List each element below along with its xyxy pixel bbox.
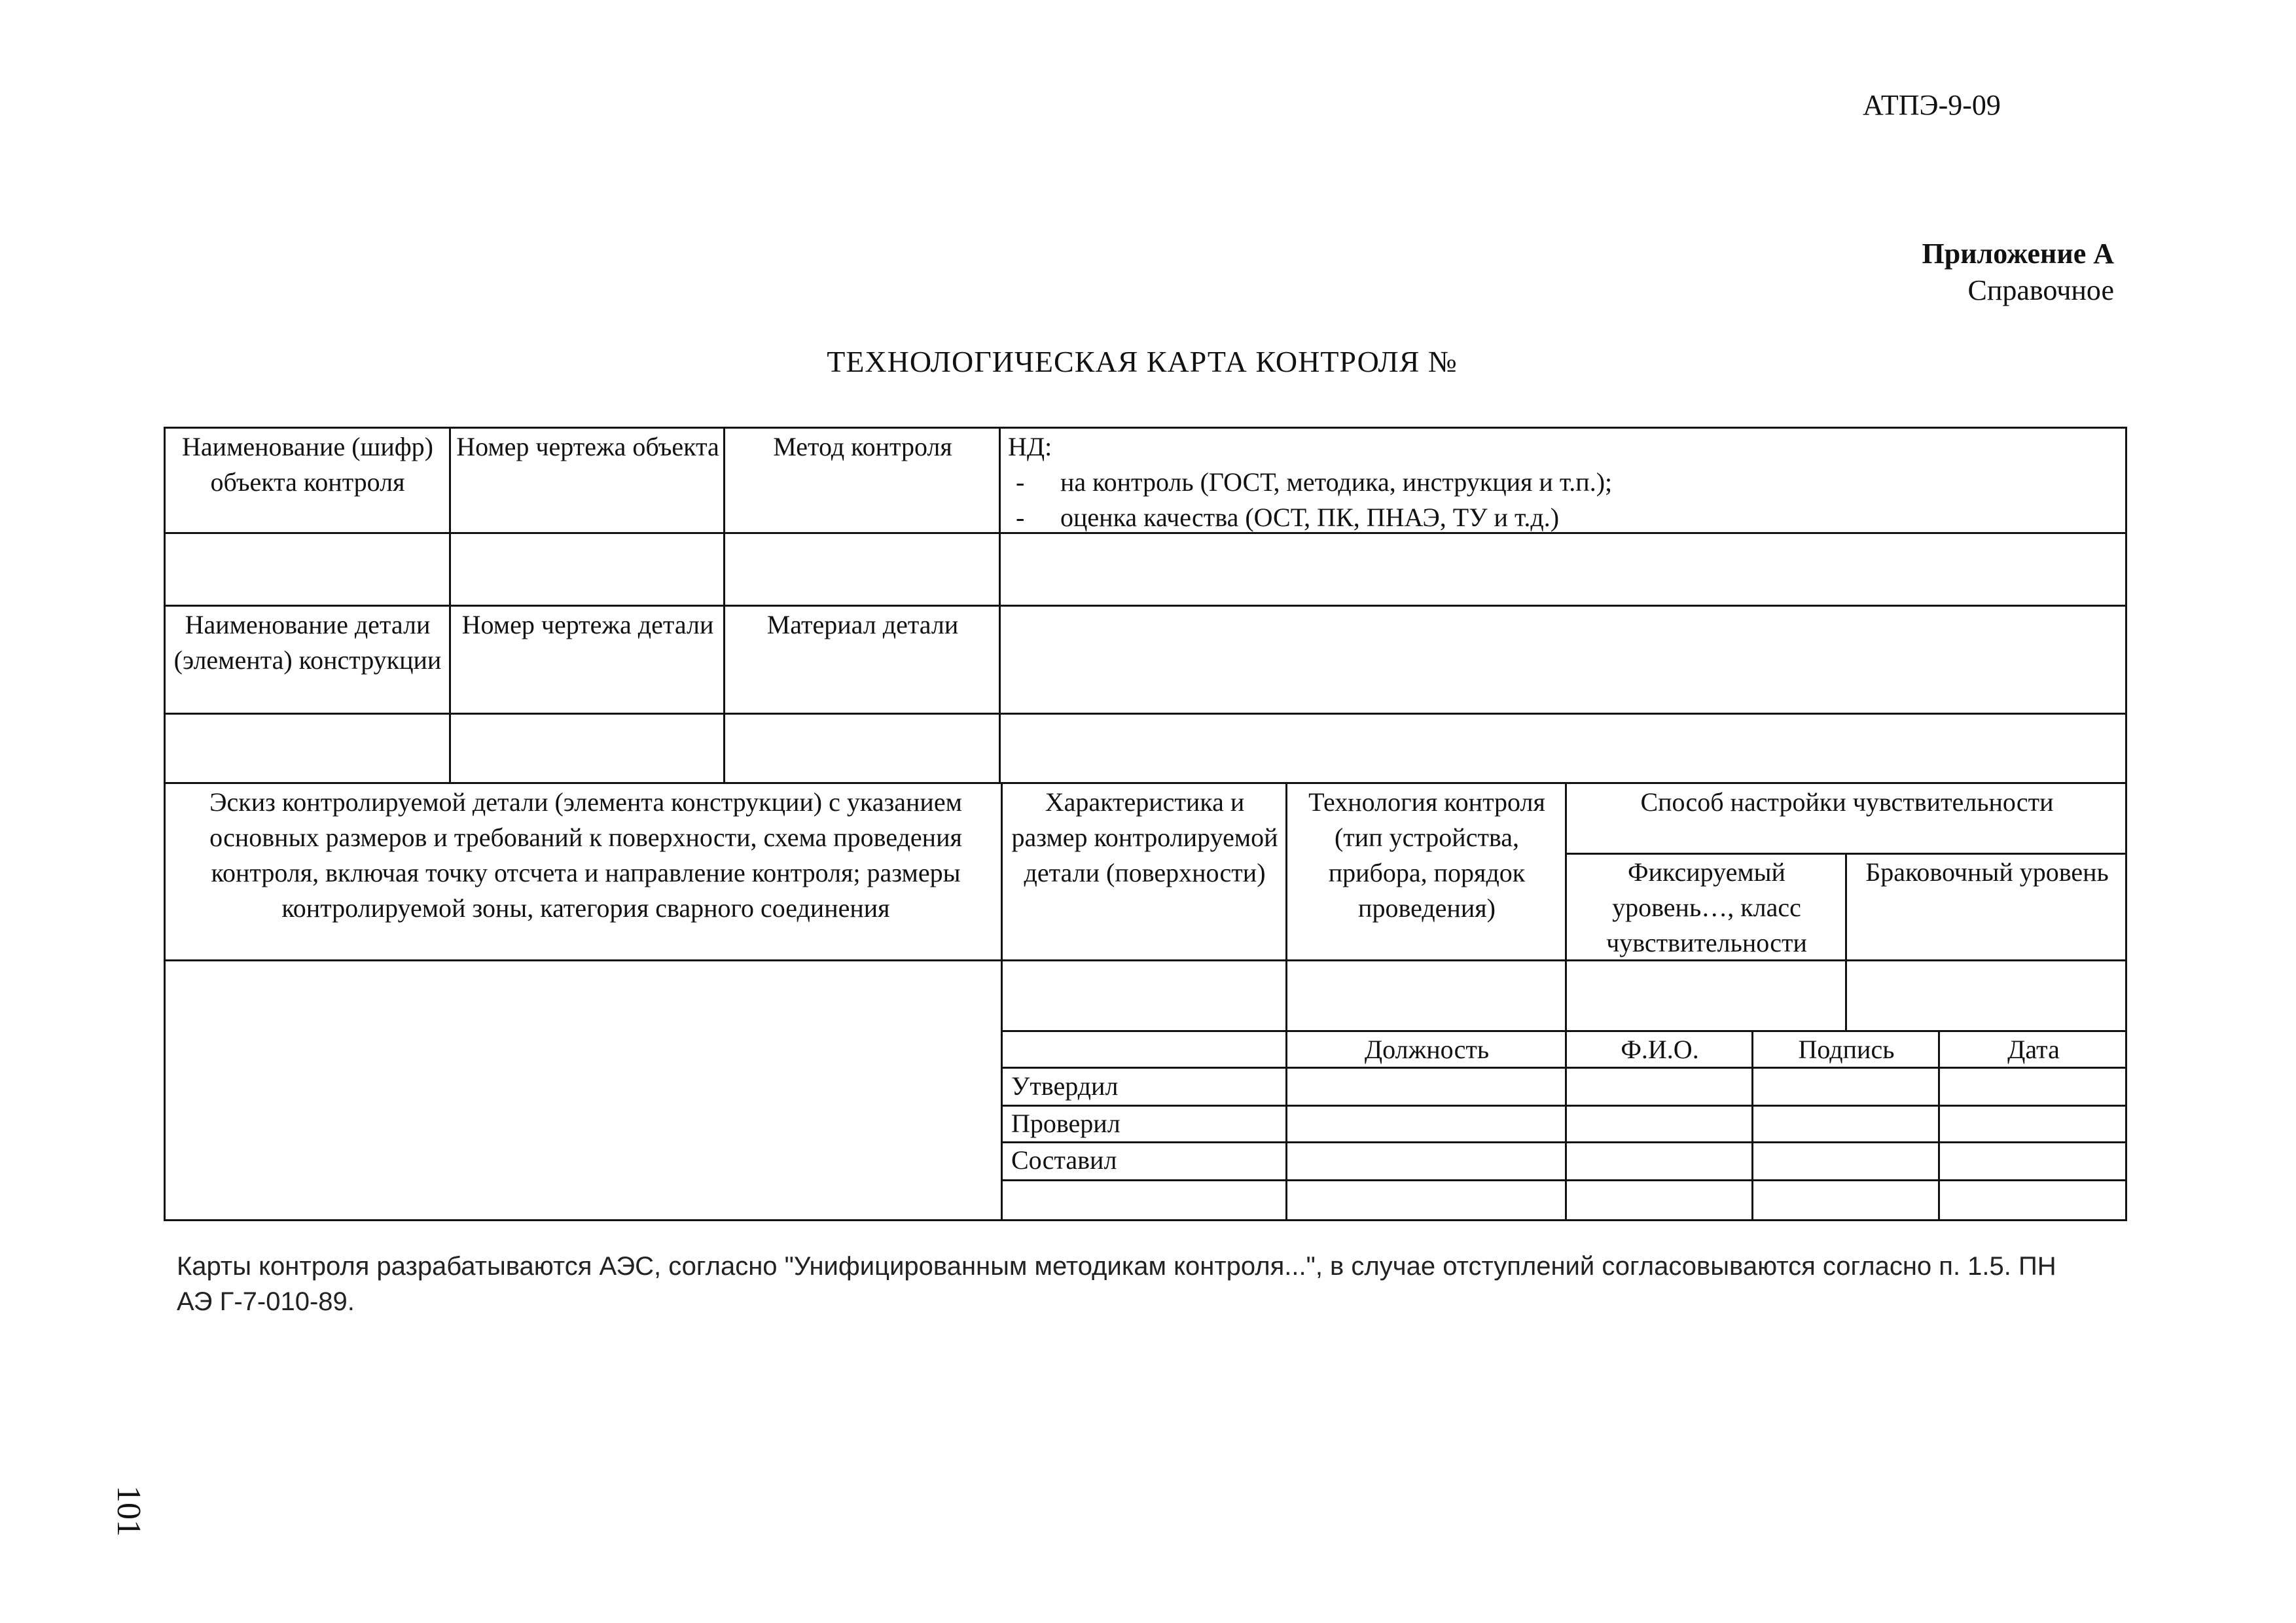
nd-label: НД: bbox=[1008, 432, 1052, 461]
column-divider bbox=[1001, 782, 1003, 1221]
row-divider bbox=[1001, 1179, 2127, 1181]
nd-item: - оценка качества (ОСТ, ПК, ПНАЭ, ТУ и т.д.) bbox=[1008, 500, 2121, 535]
row-divider bbox=[164, 782, 2127, 784]
checked-label: Проверил bbox=[1011, 1109, 1121, 1138]
compiled-label: Составил bbox=[1011, 1145, 1117, 1175]
footnote: Карты контроля разрабатываются АЭС, согласно "Унифицированным методикам контроля...", в случае отступлений согласовываются согласно п. 1.5. ПН АЭ Г-7-010-89. bbox=[177, 1252, 2056, 1316]
sensitivity-header: Способ настройки чувствительности bbox=[1640, 787, 2054, 817]
appendix-title: Приложение А bbox=[1922, 238, 2114, 270]
object-name-header: Наименование (шифр) объекта контроля bbox=[182, 432, 433, 497]
row-divider bbox=[164, 605, 2127, 607]
document-code: АТПЭ-9-09 bbox=[1863, 89, 2001, 121]
card-title: ТЕХНОЛОГИЧЕСКАЯ КАРТА КОНТРОЛЯ № bbox=[827, 345, 1458, 378]
column-divider bbox=[1938, 1030, 1940, 1221]
appendix-subtitle: Справочное bbox=[1967, 274, 2114, 306]
characteristic-header: Характеристика и размер контролируемой детали (поверхности) bbox=[1011, 787, 1278, 887]
approved-label: Утвердил bbox=[1011, 1071, 1119, 1101]
full-name-header: Ф.И.О. bbox=[1621, 1035, 1699, 1064]
position-header: Должность bbox=[1364, 1035, 1490, 1064]
signature-header: Подпись bbox=[1798, 1035, 1895, 1064]
column-divider bbox=[1751, 1030, 1753, 1221]
part-name-header: Наименование детали (элемента) конструкции bbox=[173, 610, 442, 675]
column-divider bbox=[449, 427, 451, 782]
part-drawing-header: Номер чертежа детали bbox=[461, 610, 714, 639]
object-drawing-header: Номер чертежа объекта bbox=[456, 432, 719, 461]
column-divider bbox=[999, 427, 1001, 782]
page-number: 101 bbox=[110, 1486, 147, 1537]
technology-header: Технология контроля (тип устройства, прибора, порядок проведения) bbox=[1308, 787, 1545, 923]
nd-item: - на контроль (ГОСТ, методика, инструкция и т.п.); bbox=[1008, 465, 2121, 500]
normative-docs-header bbox=[1008, 429, 2121, 535]
control-method-header: Метод контроля bbox=[773, 432, 952, 461]
date-header: Дата bbox=[2007, 1035, 2060, 1064]
column-divider bbox=[1285, 782, 1287, 1221]
column-divider bbox=[1845, 853, 1847, 1030]
reject-level-header: Браковочный уровень bbox=[1865, 857, 2109, 887]
nd-list bbox=[1008, 465, 2121, 535]
row-divider bbox=[164, 713, 2127, 715]
appendix-block bbox=[1922, 236, 2115, 309]
fixed-level-header: Фиксируемый уровень…, класс чувствительности bbox=[1606, 857, 1807, 957]
column-divider bbox=[1565, 782, 1567, 1221]
sketch-header: Эскиз контролируемой детали (элемента конструкции) с указанием основных размеров и требований к поверхности, схема проведения контроля, включая точку отсчета и направление контроля; размеры контролируемой зоны, категория сварного соединения bbox=[209, 787, 962, 923]
column-divider bbox=[723, 427, 725, 782]
part-material-header: Материал детали bbox=[766, 610, 959, 639]
